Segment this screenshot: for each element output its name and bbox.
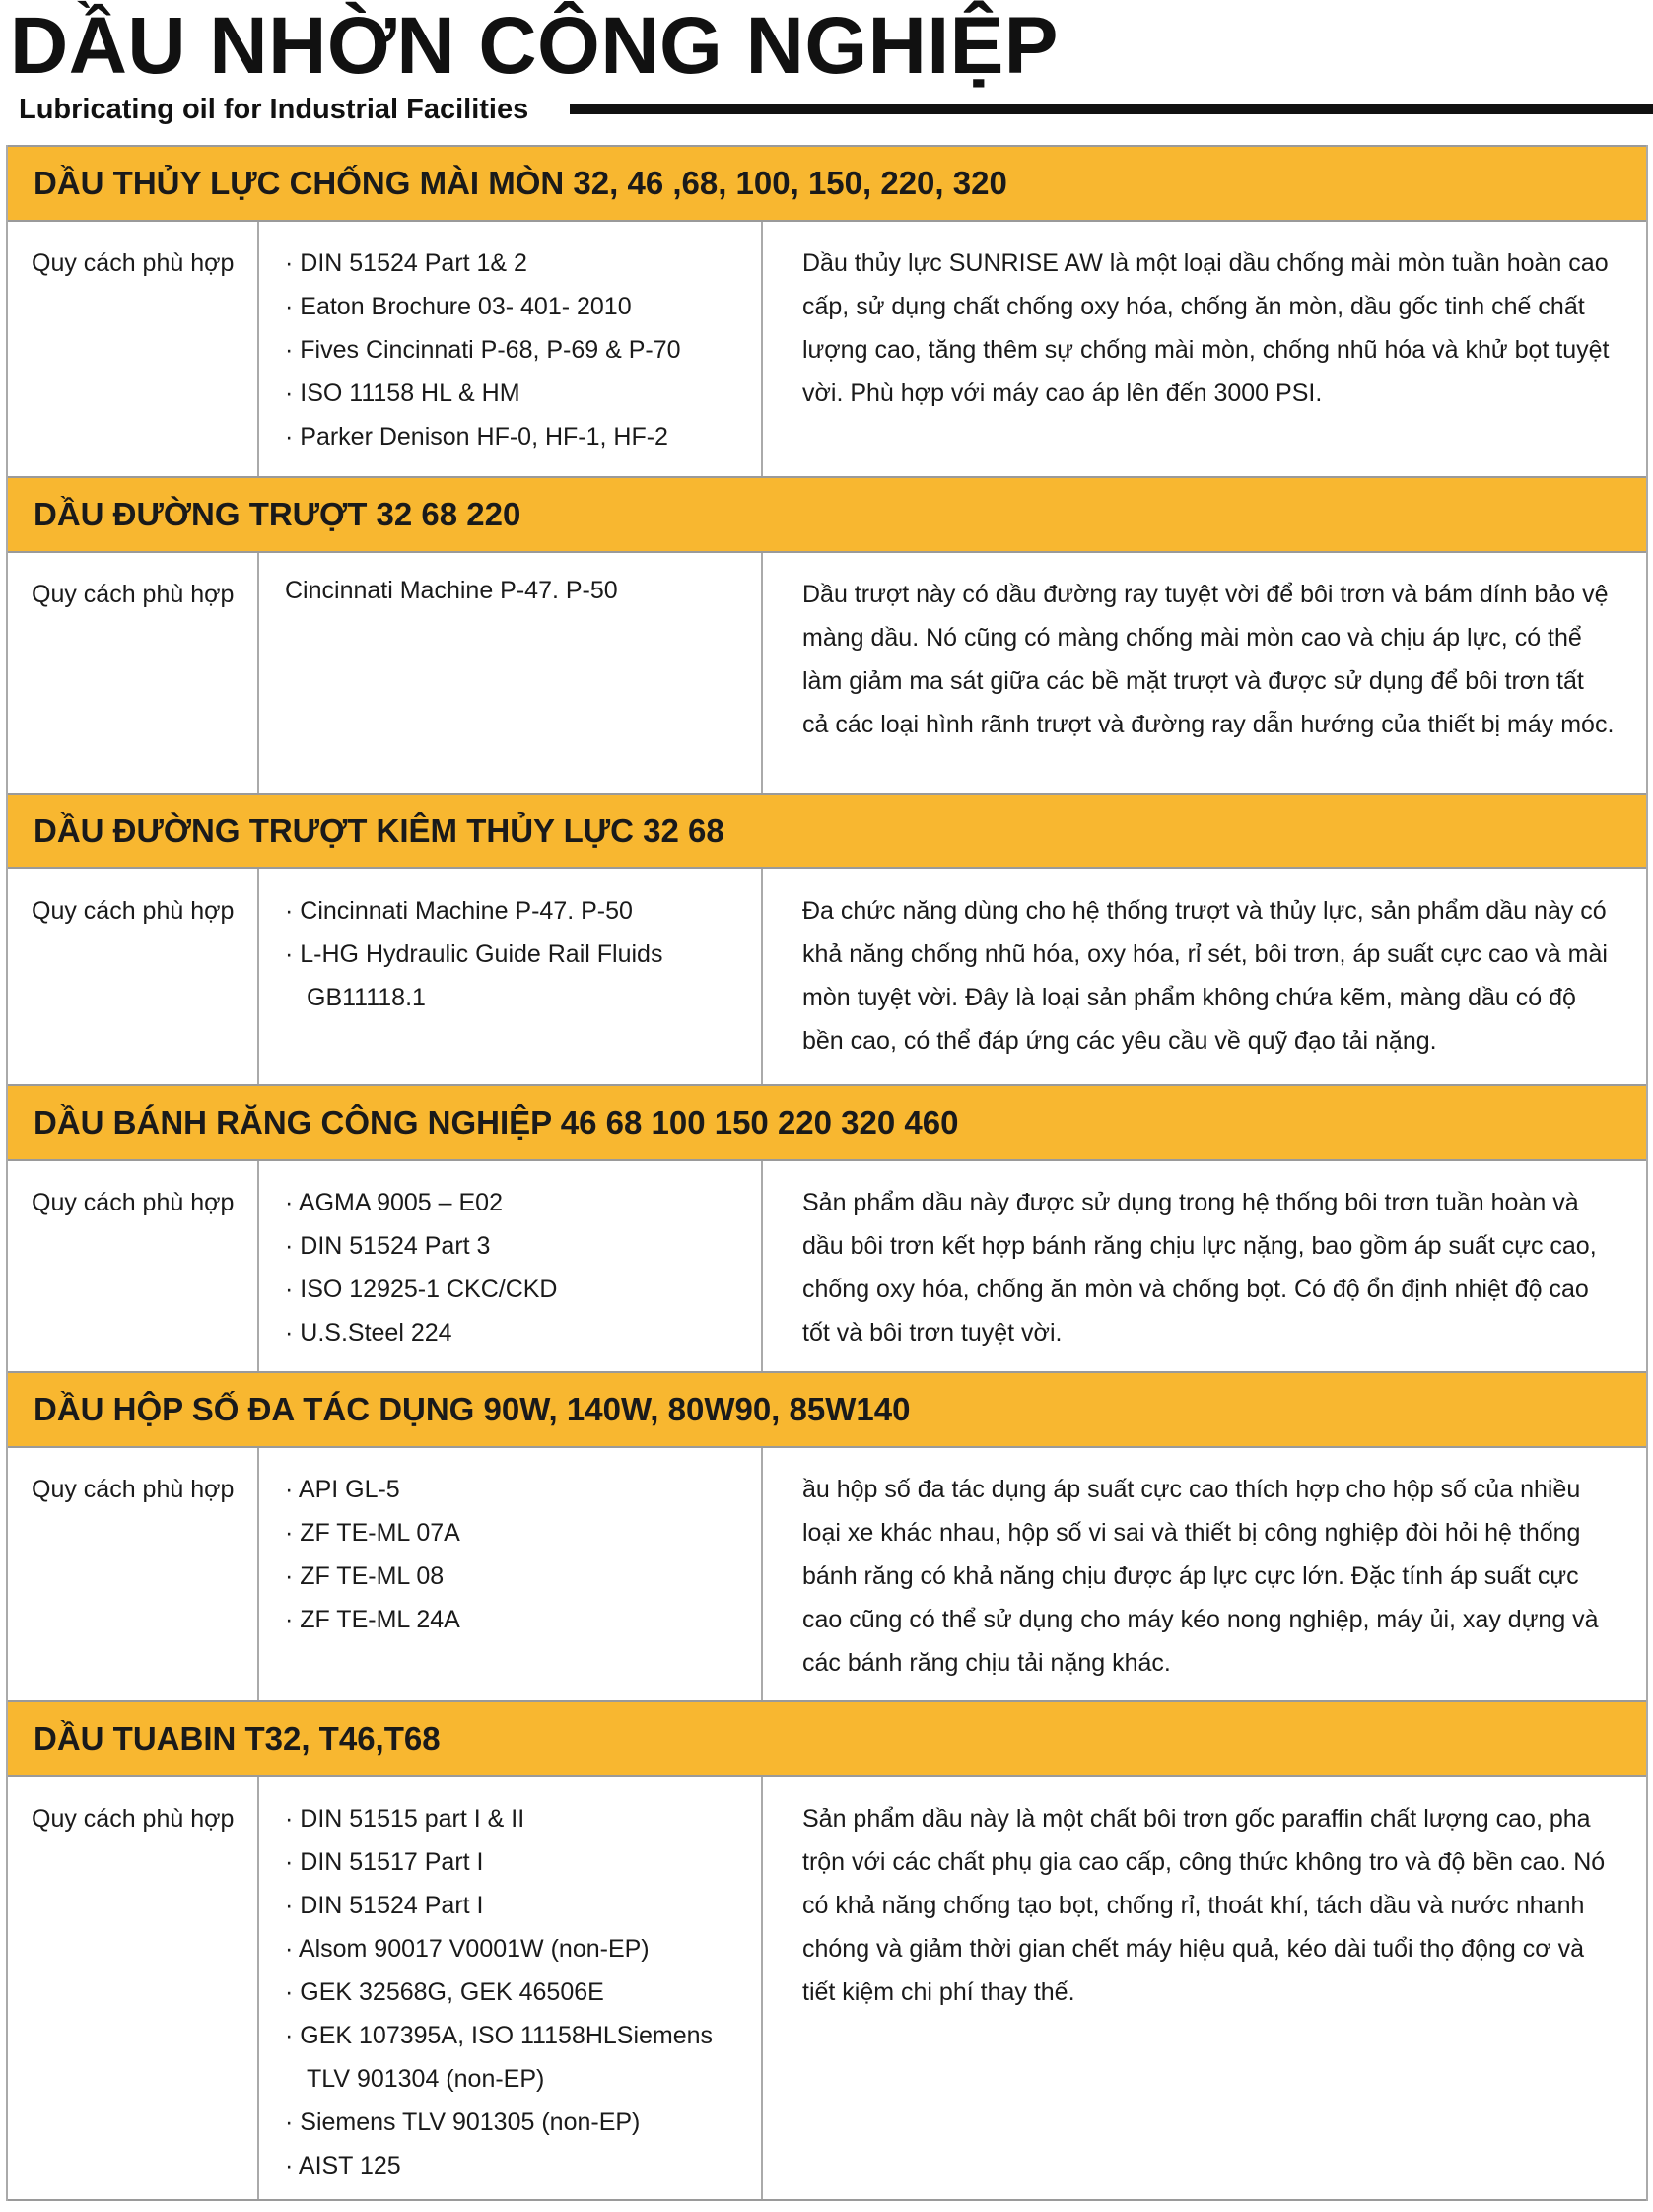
spec-label: Quy cách phù hợp bbox=[8, 222, 259, 476]
spec-list bbox=[259, 553, 763, 793]
spec-item: · Siemens TLV 901305 (non-EP) bbox=[285, 2108, 641, 2136]
section-body-turbine bbox=[8, 1777, 1646, 2199]
description-text: Sản phẩm dầu này được sử dụng trong hệ thống bôi trơn tuần hoàn và dầu bôi trơn kết hợp bánh răng chịu lực nặng, bao gồm áp suất cực cao, chống oxy hóa, chống ăn mòn và chống bọt. Có độ ổn định nhiệt độ cao tốt và bôi trơn tuyệt vời. bbox=[802, 1189, 1597, 1347]
spec-item: · Alsom 90017 V0001W (non-EP) bbox=[285, 1935, 650, 1963]
spec-item: · API GL-5 bbox=[285, 1476, 400, 1503]
description-text: Dầu trượt này có dầu đường ray tuyệt vời để bôi trơn và bám dính bảo vệ màng dầu. Nó cũng có màng chống mài mòn cao và chịu áp lực, có thể làm giảm ma sát giữa các bề mặt trượt và được sử dụng để bôi trơn tất cả các loại hình rãnh trượt và đường ray dẫn hướng của thiết bị máy móc. bbox=[802, 581, 1615, 738]
section-header-turbine: DẦU TUABIN T32, T46,T68 bbox=[8, 1700, 1646, 1777]
section-body-industrial-gear bbox=[8, 1161, 1646, 1371]
spec-label: Quy cách phù hợp bbox=[8, 1448, 259, 1700]
spec-label: Quy cách phù hợp bbox=[8, 1777, 259, 2199]
spec-item: · DIN 51515 part I & II bbox=[285, 1805, 525, 1832]
spec-item: · DIN 51524 Part 3 bbox=[285, 1232, 491, 1260]
section-header-slideway-hydraulic: DẦU ĐƯỜNG TRƯỢT KIÊM THỦY LỰC 32 68 bbox=[8, 793, 1646, 869]
section-body-gearbox bbox=[8, 1448, 1646, 1700]
spec-item: · ISO 11158 HL & HM bbox=[285, 380, 520, 407]
spec-item: · AGMA 9005 – E02 bbox=[285, 1189, 503, 1216]
spec-item: · ZF TE-ML 24A bbox=[285, 1606, 460, 1633]
spec-label: Quy cách phù hợp bbox=[8, 553, 259, 793]
spec-list bbox=[259, 222, 763, 476]
spec-item: · ZF TE-ML 08 bbox=[285, 1562, 445, 1590]
product-description bbox=[763, 222, 1646, 476]
spec-item: · GEK 32568G, GEK 46506E bbox=[285, 1978, 604, 2006]
spec-item: Cincinnati Machine P-47. P-50 bbox=[285, 577, 618, 604]
spec-item: TLV 901304 (non-EP) bbox=[307, 2065, 545, 2093]
spec-item: · AIST 125 bbox=[285, 2152, 401, 2179]
spec-item: · DIN 51524 Part I bbox=[285, 1892, 484, 1919]
spec-item: GB11118.1 bbox=[307, 984, 426, 1011]
product-description bbox=[763, 1448, 1646, 1700]
section-header-industrial-gear: DẦU BÁNH RĂNG CÔNG NGHIỆP 46 68 100 150 220 320 460 bbox=[8, 1084, 1646, 1161]
spec-item: · Parker Denison HF-0, HF-1, HF-2 bbox=[285, 423, 668, 450]
section-body-slideway bbox=[8, 553, 1646, 793]
spec-item: · DIN 51517 Part I bbox=[285, 1848, 484, 1876]
spec-item: · U.S.Steel 224 bbox=[285, 1319, 452, 1347]
spec-item: · Eaton Brochure 03- 401- 2010 bbox=[285, 293, 632, 320]
spec-label: Quy cách phù hợp bbox=[8, 1161, 259, 1371]
spec-item: · L-HG Hydraulic Guide Rail Fluids bbox=[285, 940, 663, 968]
spec-item: · GEK 107395A, ISO 11158HLSiemens bbox=[285, 2022, 714, 2049]
spec-list bbox=[259, 1161, 763, 1371]
product-description bbox=[763, 1777, 1646, 2199]
description-text: Dầu thủy lực SUNRISE AW là một loại dầu chống mài mòn tuần hoàn cao cấp, sử dụng chất chống oxy hóa, chống ăn mòn, dầu gốc tinh chế chất lượng cao, tăng thêm sự chống mài mòn, chống nhũ hóa và khử bọt tuyệt vời. Phù hợp với máy cao áp lên đến 3000 PSI. bbox=[802, 249, 1610, 407]
description-text: Sản phẩm dầu này là một chất bôi trơn gốc paraffin chất lượng cao, pha trộn với các chất phụ gia cao cấp, công thức không tro và độ bền cao. Nó có khả năng chống tạo bọt, chống rỉ, thoát khí, tách dầu và nước nhanh chóng và giảm thời gian chết máy hiệu quả, kéo dài tuổi thọ động cơ và tiết kiệm chi phí thay thế. bbox=[802, 1805, 1606, 2006]
description-text: Đa chức năng dùng cho hệ thống trượt và thủy lực, sản phẩm dầu này có khả năng chống nhũ hóa, oxy hóa, rỉ sét, bôi trơn, áp suất cực cao và mài mòn tuyệt vời. Đây là loại sản phẩm không chứa kẽm, màng dầu có độ bền cao, có thể đáp ứng các yêu cầu về quỹ đạo tải nặng. bbox=[802, 897, 1608, 1055]
section-header-hydraulic-aw: DẦU THỦY LỰC CHỐNG MÀI MÒN 32, 46 ,68, 100, 150, 220, 320 bbox=[8, 145, 1646, 222]
spec-item: · DIN 51524 Part 1& 2 bbox=[285, 249, 527, 277]
section-header-gearbox: DẦU HỘP SỐ ĐA TÁC DỤNG 90W, 140W, 80W90, 85W140 bbox=[8, 1371, 1646, 1448]
spec-item: · ISO 12925-1 CKC/CKD bbox=[285, 1276, 558, 1303]
product-description bbox=[763, 869, 1646, 1084]
page-title: DẦU NHỜN CÔNG NGHIỆP bbox=[10, 1, 1059, 91]
spec-list bbox=[259, 869, 763, 1084]
spec-label: Quy cách phù hợp bbox=[8, 869, 259, 1084]
product-table bbox=[6, 145, 1648, 2201]
spec-item: · ZF TE-ML 07A bbox=[285, 1519, 460, 1547]
spec-list bbox=[259, 1777, 763, 2199]
spec-list bbox=[259, 1448, 763, 1700]
description-text: ầu hộp số đa tác dụng áp suất cực cao thích hợp cho hộp số của nhiều loại xe khác nhau, hộp số vi sai và thiết bị công nghiệp đòi hỏi hệ thống bánh răng có khả năng chịu được áp lực cực lớn. Đặc tính áp suất cực cao cũng có thể sử dụng cho máy kéo nong nghiệp, máy ủi, xay dựng và các bánh răng chịu tải nặng khác. bbox=[802, 1476, 1599, 1677]
spec-item: · Cincinnati Machine P-47. P-50 bbox=[285, 897, 633, 925]
spec-item: · Fives Cincinnati P-68, P-69 & P-70 bbox=[285, 336, 681, 364]
table-bottom-border bbox=[8, 2199, 1646, 2201]
section-header-slideway: DẦU ĐƯỜNG TRƯỢT 32 68 220 bbox=[8, 476, 1646, 553]
section-body-slideway-hydraulic bbox=[8, 869, 1646, 1084]
product-description bbox=[763, 1161, 1646, 1371]
page-subtitle: Lubricating oil for Industrial Facilities bbox=[19, 94, 529, 125]
product-description bbox=[763, 553, 1646, 793]
title-rule bbox=[570, 104, 1653, 114]
section-body-hydraulic-aw bbox=[8, 222, 1646, 476]
